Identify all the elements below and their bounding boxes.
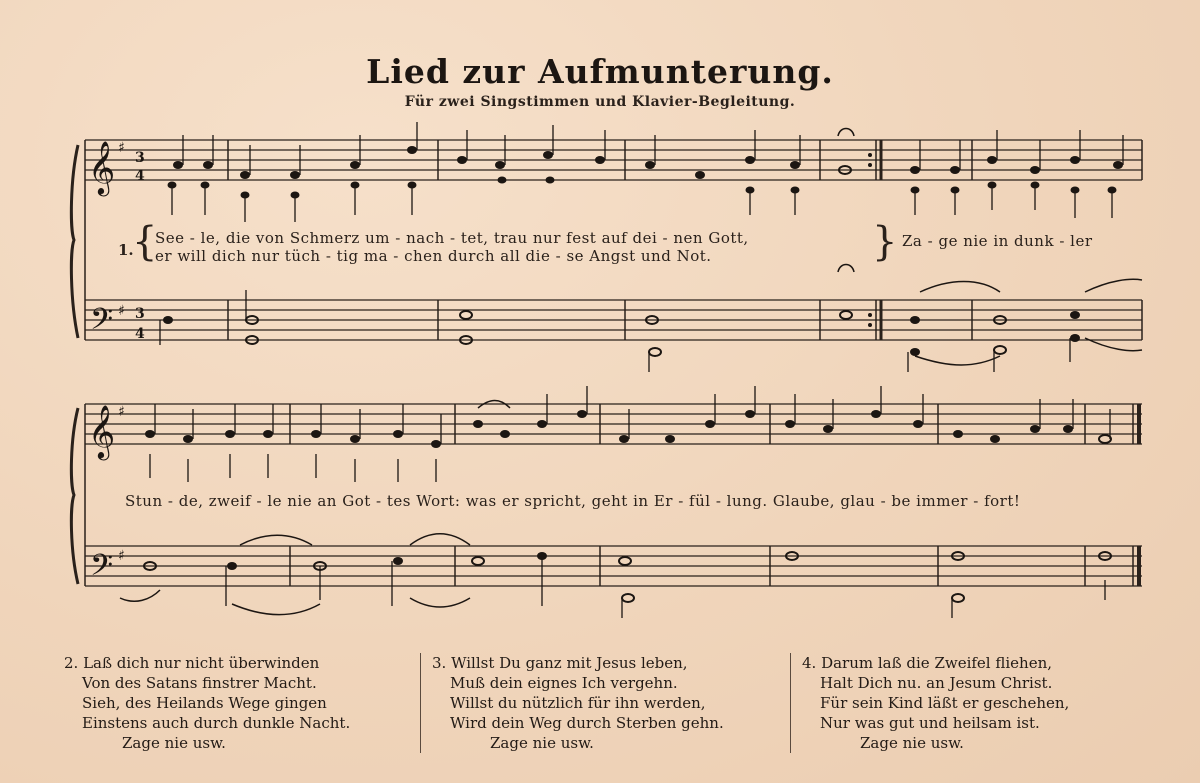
verse-4-line-2: Halt Dich nu. an Jesum Christ. [820, 674, 1053, 692]
bass-clef-icon: 𝄢 [90, 303, 114, 344]
verse-divider [790, 653, 791, 753]
additional-verses [0, 653, 1200, 773]
treble-clef-icon: 𝄞 [88, 404, 116, 458]
verse-2-line-2: Von des Satans finstrer Macht. [82, 674, 317, 692]
verse-4-refrain: Zage nie usw. [860, 734, 964, 752]
svg-text:♯: ♯ [118, 548, 125, 564]
verse-3-refrain: Zage nie usw. [490, 734, 594, 752]
verse-4 [802, 653, 1069, 753]
verse-2-line-4: Einstens auch durch dunkle Nacht. [82, 714, 351, 732]
verse-3-line-4: Wird dein Weg durch Sterben gehn. [450, 714, 724, 732]
verse-2-line-1: 2. Laß dich nur nicht überwinden [64, 654, 320, 672]
verse-4-line-1: 4. Darum laß die Zweifel fliehen, [802, 654, 1053, 672]
verse-2-line-3: Sieh, des Heilands Wege gingen [82, 694, 327, 712]
verse-4-line-3: Für sein Kind läßt er geschehen, [820, 694, 1070, 712]
lyrics-brace-left: { [132, 219, 158, 265]
verse-number: 1. [118, 241, 134, 259]
bass-clef-icon: 𝄢 [90, 549, 114, 590]
lyrics-refrain-start: Za - ge nie in dunk - ler [902, 232, 1093, 250]
staff-lines [85, 140, 1142, 586]
verse-3-line-2: Muß dein eignes Ich vergehn. [450, 674, 678, 692]
treble-clef-icon: 𝄞 [88, 140, 116, 194]
svg-text:3: 3 [135, 150, 145, 166]
svg-text:4: 4 [135, 326, 145, 342]
lyrics-line-2: er will dich nur tüch - tig ma - chen durch all die - se Angst und Not. [155, 247, 712, 265]
noteheads [144, 146, 1123, 602]
svg-text:♯: ♯ [118, 404, 125, 420]
verse-2 [64, 653, 350, 753]
svg-text:3: 3 [135, 306, 145, 322]
verse-3 [432, 653, 724, 753]
svg-text:4: 4 [135, 168, 145, 184]
song-title: Lied zur Aufmunterung. [366, 52, 834, 91]
verse-4-line-4: Nur was gut und heilsam ist. [820, 714, 1040, 732]
verse-3-line-3: Willst du nützlich für ihn werden, [450, 694, 706, 712]
verse-divider [420, 653, 421, 753]
lyrics-brace-right: } [872, 219, 898, 265]
song-subtitle: Für zwei Singstimmen und Klavier-Begleitung. [404, 94, 796, 110]
verse-3-line-1: 3. Willst Du ganz mit Jesus leben, [432, 654, 688, 672]
svg-text:♯: ♯ [118, 140, 125, 156]
svg-text:♯: ♯ [118, 303, 125, 319]
lyrics-line-1: See - le, die von Schmerz um - nach - tet, trau nur fest auf dei - nen Gott, [155, 229, 749, 247]
verse-2-refrain: Zage nie usw. [122, 734, 226, 752]
system-braces [71, 140, 85, 586]
lyrics-line-3: Stun - de, zweif - le nie an Got - tes Wort: was er spricht, geht in Er - fül - lung. Glaube, glau - be immer - fort! [125, 492, 1021, 510]
